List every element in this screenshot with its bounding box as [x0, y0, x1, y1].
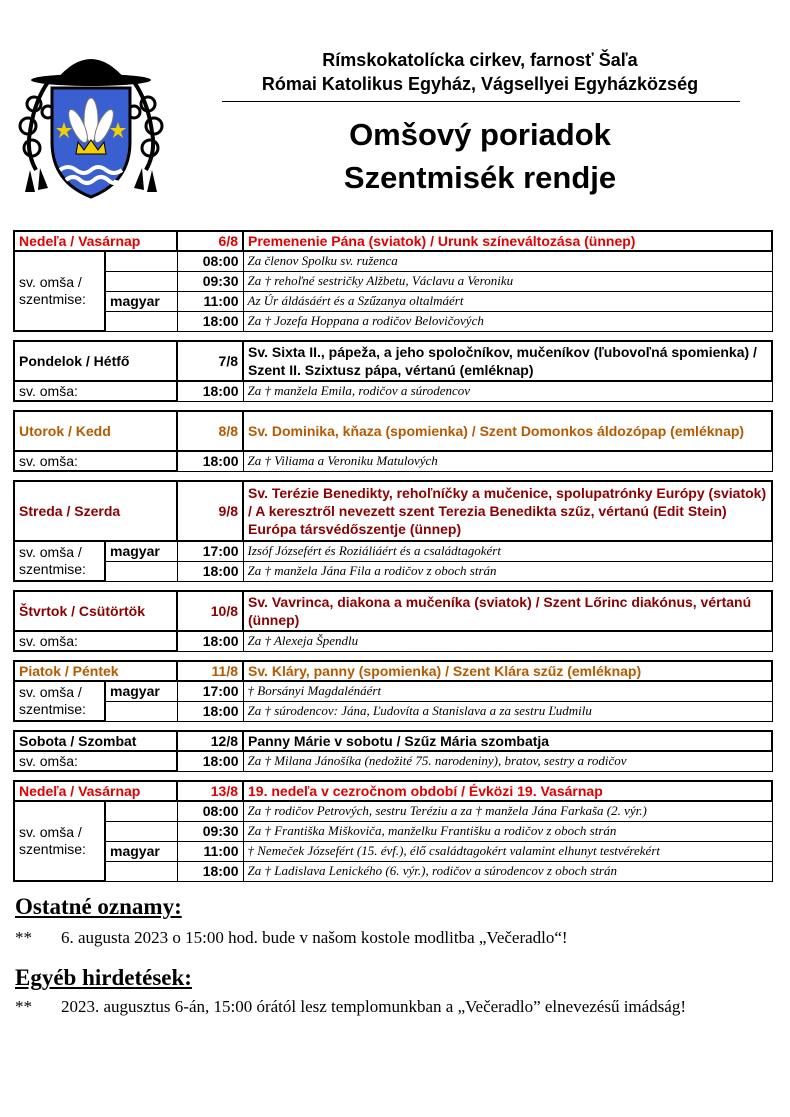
mass-intention: Za členov Spolku sv. ruženca — [243, 251, 772, 271]
mass-label: sv. omša / szentmise: — [14, 681, 105, 721]
mass-time: 18:00 — [177, 381, 243, 401]
mass-intention: Izsóf Józsefért és Roziáliáért és a családtagokért — [243, 541, 772, 561]
announcements-heading-hungarian: Egyéb hirdetések: — [15, 965, 192, 990]
mass-label: sv. omša / szentmise: — [14, 251, 105, 331]
day-name: Utorok / Kedd — [14, 411, 177, 451]
day-event: Sv. Terézie Benedikty, rehoľníčky a mučenice, spolupatrónky Európy (sviatok) / A keresztről nevezett szent Terezia Benedikta szűz, vértanú (Edit Stein) Európa társvédőszentje (ünnep) — [243, 481, 772, 541]
day-event: 19. nedeľa v cezročnom období / Évközi 19. Vasárnap — [243, 781, 772, 801]
day-event: Sv. Kláry, panny (spomienka) / Szent Klára szűz (emléknap) — [243, 661, 772, 681]
mass-time: 18:00 — [177, 631, 243, 651]
mass-time: 18:00 — [177, 861, 243, 881]
mass-time: 09:30 — [177, 271, 243, 291]
parish-name-slovak: Rímskokatolícka cirkev, farnosť Šaľa — [322, 50, 638, 70]
mass-time: 09:30 — [177, 821, 243, 841]
mass-intention: † Nemeček Józsefért (15. évf.), élő családtagokért valamint elhunyt testvérekért — [243, 841, 772, 861]
mass-language: magyar — [105, 681, 177, 701]
day-event: Panny Márie v sobotu / Szűz Mária szombatja — [243, 731, 772, 751]
mass-time: 18:00 — [177, 751, 243, 771]
mass-language — [105, 821, 177, 841]
mass-label: sv. omša / szentmise: — [14, 801, 105, 881]
day-date: 12/8 — [177, 731, 243, 751]
mass-intention: Za † manžela Jána Fila a rodičov z oboch strán — [243, 561, 772, 581]
page-title-hungarian: Szentmisék rendje — [343, 160, 617, 195]
day-block-sunday-6-8 — [13, 230, 773, 332]
day-event: Premenenie Pána (sviatok) / Urunk színeváltozása (ünnep) — [243, 231, 772, 251]
day-date: 11/8 — [177, 661, 243, 681]
day-date: 9/8 — [177, 481, 243, 541]
day-name: Piatok / Péntek — [14, 661, 177, 681]
mass-intention: Za † rehoľné sestričky Alžbetu, Václavu a Veroniku — [243, 271, 772, 291]
mass-intention: Za † Františka Miškoviča, manželku Františku a rodičov z oboch strán — [243, 821, 772, 841]
mass-language — [105, 271, 177, 291]
bullet-marker: ** — [15, 928, 32, 947]
mass-time: 11:00 — [177, 291, 243, 311]
mass-time: 17:00 — [177, 541, 243, 561]
mass-label: sv. omša: — [14, 751, 177, 771]
mass-time: 17:00 — [177, 681, 243, 701]
mass-language — [105, 251, 177, 271]
mass-intention: Za † súrodencov: Jána, Ľudovíta a Stanislava a za sestru Ľudmilu — [243, 701, 772, 721]
day-date: 8/8 — [177, 411, 243, 451]
mass-time: 11:00 — [177, 841, 243, 861]
day-name: Sobota / Szombat — [14, 731, 177, 751]
mass-language — [105, 801, 177, 821]
day-date: 13/8 — [177, 781, 243, 801]
mass-language — [105, 861, 177, 881]
announcement-hungarian — [15, 995, 775, 1019]
day-event: Sv. Sixta II., pápeža, a jeho spoločníkov, mučeníkov (ľubovoľná spomienka) / Szent II. Szixtusz pápa, vértanú (emléknap) — [243, 341, 772, 381]
bullet-marker: ** — [15, 997, 32, 1016]
header-divider — [222, 101, 740, 102]
mass-language — [105, 561, 177, 581]
mass-intention: Za † manžela Emila, rodičov a súrodencov — [243, 381, 772, 401]
mass-time: 18:00 — [177, 451, 243, 471]
day-block-thursday-10-8 — [13, 590, 773, 652]
mass-language: magyar — [105, 841, 177, 861]
mass-intention: Za † Milana Jánošíka (nedožité 75. narodeniny), bratov, sestry a rodičov — [243, 751, 772, 771]
day-block-tuesday-8-8 — [13, 410, 773, 472]
mass-intention: † Borsányi Magdalénáért — [243, 681, 772, 701]
announcement-slovak — [15, 926, 775, 950]
announcement-text: 6. augusta 2023 o 15:00 hod. bude v našom kostole modlitba „Večeradlo“! — [61, 928, 568, 947]
mass-intention: Za † Ladislava Lenického (6. výr.), rodičov a súrodencov z oboch strán — [243, 861, 772, 881]
day-date: 10/8 — [177, 591, 243, 631]
mass-label: sv. omša: — [14, 381, 177, 401]
mass-language — [105, 311, 177, 331]
mass-label: sv. omša: — [14, 631, 177, 651]
day-date: 6/8 — [177, 231, 243, 251]
day-event: Sv. Vavrinca, diakona a mučeníka (sviatok) / Szent Lőrinc diakónus, vértanú (ünnep) — [243, 591, 772, 631]
day-name: Pondelok / Hétfő — [14, 341, 177, 381]
mass-language — [105, 701, 177, 721]
mass-intention: Az Úr áldásáért és a Szűzanya oltalmáért — [243, 291, 772, 311]
announcement-text: 2023. augusztus 6-án, 15:00 órától lesz templomunkban a „Večeradlo” elnevezésű imádság! — [61, 997, 687, 1016]
day-block-sunday-13-8 — [13, 780, 773, 882]
day-name: Štvrtok / Csütörtök — [14, 591, 177, 631]
day-name: Streda / Szerda — [14, 481, 177, 541]
mass-intention: Za † Alexeja Špendlu — [243, 631, 772, 651]
mass-language: magyar — [105, 541, 177, 561]
mass-language: magyar — [105, 291, 177, 311]
mass-time: 18:00 — [177, 311, 243, 331]
page-title-slovak: Omšový poriadok — [349, 117, 611, 152]
mass-intention: Za † rodičov Petrových, sestru Teréziu a za † manžela Jána Farkaša (2. výr.) — [243, 801, 772, 821]
coat-of-arms-logo — [12, 42, 170, 200]
day-event: Sv. Dominika, kňaza (spomienka) / Szent Domonkos áldozópap (emléknap) — [243, 411, 772, 451]
mass-label: sv. omša: — [14, 451, 177, 471]
day-date: 7/8 — [177, 341, 243, 381]
mass-label: sv. omša / szentmise: — [14, 541, 105, 581]
day-block-saturday-12-8 — [13, 730, 773, 772]
day-block-wednesday-9-8 — [13, 480, 773, 582]
day-block-monday-7-8 — [13, 340, 773, 402]
mass-time: 18:00 — [177, 561, 243, 581]
mass-intention: Za † Viliama a Veroniku Matulových — [243, 451, 772, 471]
day-block-friday-11-8 — [13, 660, 773, 722]
mass-time: 18:00 — [177, 701, 243, 721]
day-name: Nedeľa / Vasárnap — [14, 231, 177, 251]
mass-time: 08:00 — [177, 801, 243, 821]
announcements-heading-slovak: Ostatné oznamy: — [15, 894, 182, 919]
mass-time: 08:00 — [177, 251, 243, 271]
parish-name-hungarian: Római Katolikus Egyház, Vágsellyei Egyházközség — [261, 74, 699, 94]
day-name: Nedeľa / Vasárnap — [14, 781, 177, 801]
mass-intention: Za † Jozefa Hoppana a rodičov Belovičových — [243, 311, 772, 331]
